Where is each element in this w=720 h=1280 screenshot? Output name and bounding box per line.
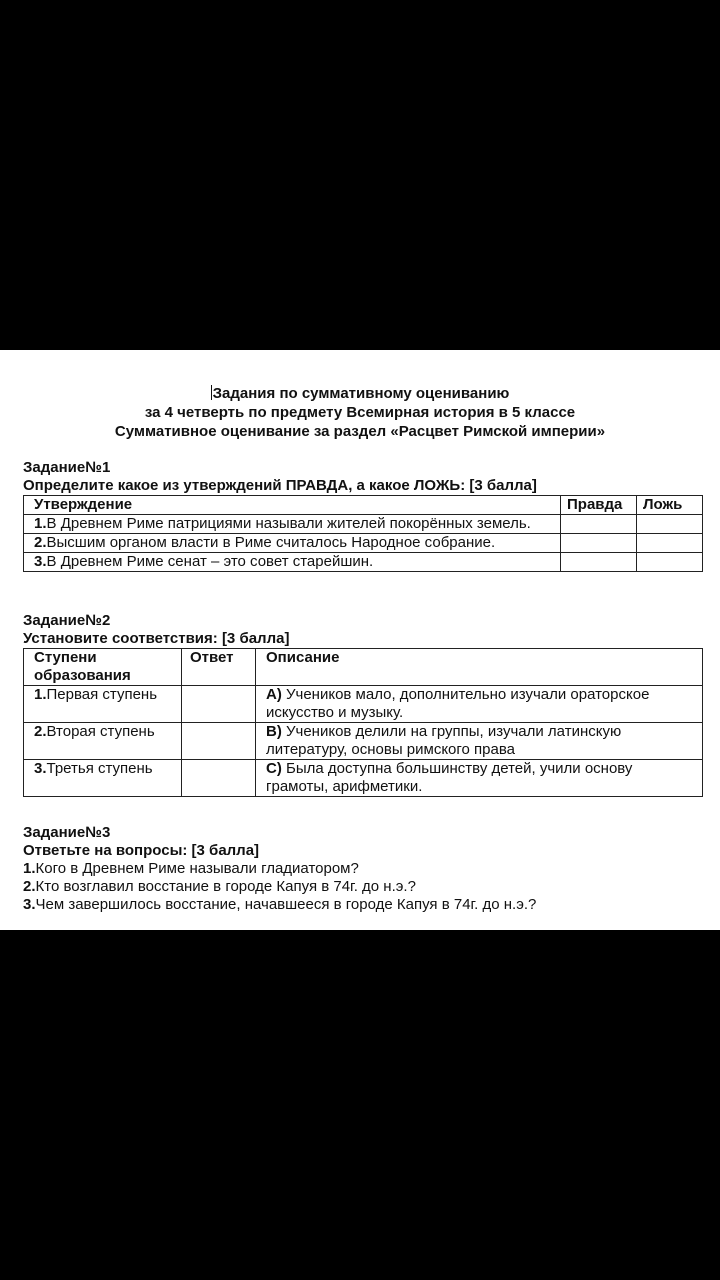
table-row (24, 534, 703, 553)
description-header: Описание (256, 649, 703, 686)
false-header: Ложь (637, 496, 703, 515)
description-cell: А) Учеников мало, дополнительно изучали ораторское искусство и музыку. (256, 686, 703, 723)
false-answer-cell[interactable] (637, 515, 703, 534)
task2-instruction: Установите соответствия: [3 балла] (23, 630, 290, 647)
table-row (24, 553, 703, 572)
true-answer-cell[interactable] (561, 515, 637, 534)
document-header (0, 384, 720, 441)
false-answer-cell[interactable] (637, 553, 703, 572)
task2-table (23, 648, 703, 797)
table-row (24, 515, 703, 534)
answer-cell[interactable] (182, 723, 256, 760)
description-cell: В) Учеников делили на группы, изучали латинскую литературу, основы римского права (256, 723, 703, 760)
task3-section (23, 824, 703, 914)
task1-title: Задание№1 (23, 459, 111, 476)
statement-cell: 2.Высшим органом власти в Риме считалось Народное собрание. (24, 534, 561, 553)
answer-cell[interactable] (182, 760, 256, 797)
header-line-2: за 4 четверть по предмету Всемирная история в 5 классе (144, 404, 576, 421)
stage-header: Ступени образования (24, 649, 182, 686)
question-item: 1.Кого в Древнем Риме называли гладиатором? (23, 860, 359, 877)
table-row (24, 686, 703, 723)
stage-cell: 2.Вторая ступень (24, 723, 182, 760)
task1-section (23, 459, 703, 572)
task1-table (23, 495, 703, 572)
true-header: Правда (561, 496, 637, 515)
statement-cell: 1.В Древнем Риме патрициями называли жителей покорённых земель. (24, 515, 561, 534)
header-line-1: Задания по суммативному оцениванию (212, 385, 510, 402)
task1-header-row (24, 496, 703, 515)
answer-header: Ответ (182, 649, 256, 686)
task3-title: Задание№3 (23, 824, 111, 841)
false-answer-cell[interactable] (637, 534, 703, 553)
question-item: 3.Чем завершилось восстание, начавшееся в городе Капуя в 74г. до н.э.? (23, 896, 537, 913)
stage-cell: 3.Третья ступень (24, 760, 182, 797)
task2-section (23, 612, 703, 797)
statement-header: Утверждение (24, 496, 561, 515)
question-item: 2.Кто возглавил восстание в городе Капуя в 74г. до н.э.? (23, 878, 416, 895)
task3-instruction: Ответьте на вопросы: [3 балла] (23, 842, 260, 859)
document-page (0, 350, 720, 930)
task1-instruction: Определите какое из утверждений ПРАВДА, а какое ЛОЖЬ: [3 балла] (23, 477, 537, 494)
table-row (24, 760, 703, 797)
description-cell: С) Была доступна большинству детей, учили основу грамоты, арифметики. (256, 760, 703, 797)
header-line-3: Суммативное оценивание за раздел «Расцвет Римской империи» (114, 423, 606, 440)
task2-title: Задание№2 (23, 612, 111, 629)
task2-header-row (24, 649, 703, 686)
table-row (24, 723, 703, 760)
stage-cell: 1.Первая ступень (24, 686, 182, 723)
text-cursor (211, 385, 212, 400)
statement-cell: 3.В Древнем Риме сенат – это совет старейшин. (24, 553, 561, 572)
answer-cell[interactable] (182, 686, 256, 723)
true-answer-cell[interactable] (561, 553, 637, 572)
true-answer-cell[interactable] (561, 534, 637, 553)
